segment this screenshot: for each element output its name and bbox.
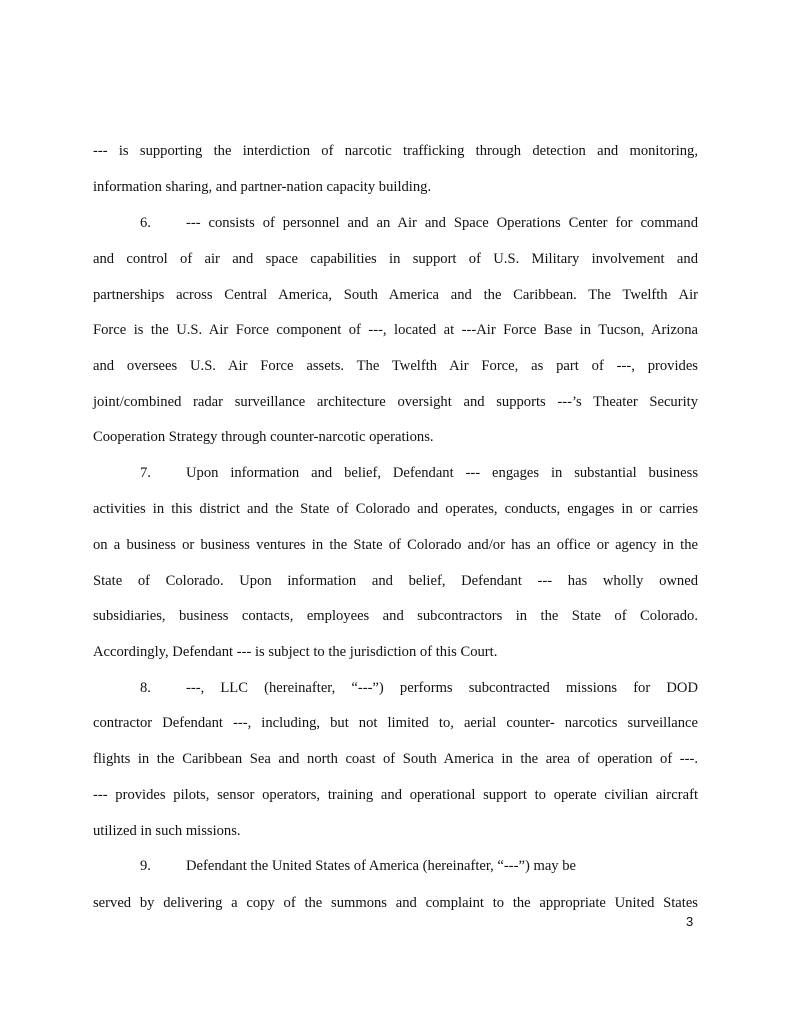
paragraph-7-line: activities in this district and the State of Colorado and operates, conducts, engages in or carries [93, 501, 698, 517]
paragraph-6-line: partnerships across Central America, South America and the Caribbean. The Twelfth Air [93, 287, 698, 303]
intro-line-2: information sharing, and partner-nation capacity building. [93, 179, 432, 195]
paragraph-7-line: subsidiaries, business contacts, employees and subcontractors in the State of Colorado. [93, 608, 698, 624]
paragraph-6-line: joint/combined radar surveillance architecture oversight and supports ---’s Theater Security [93, 394, 698, 410]
page-number: 3 [686, 914, 694, 929]
paragraph-9-first-line: Defendant the United States of America (hereinafter, “---”) may be [186, 858, 577, 874]
paragraph-7-line: State of Colorado. Upon information and belief, Defendant --- has wholly owned [93, 573, 698, 589]
paragraph-6-line: Cooperation Strategy through counter-narcotic operations. [93, 429, 434, 445]
paragraph-9-number: 9. [140, 858, 151, 874]
paragraph-7-first-line: Upon information and belief, Defendant --- engages in substantial business [186, 465, 698, 481]
paragraph-8-first-line: ---, LLC (hereinafter, “---”) performs subcontracted missions for DOD [186, 680, 698, 696]
paragraph-8-line: flights in the Caribbean Sea and north coast of South America in the area of operation of ---. [93, 751, 698, 767]
paragraph-6-line: and control of air and space capabilities in support of U.S. Military involvement and [93, 251, 698, 267]
paragraph-6-number: 6. [140, 215, 151, 231]
paragraph-7-line: on a business or business ventures in the State of Colorado and/or has an office or agency in the [93, 537, 698, 553]
paragraph-8-line: --- provides pilots, sensor operators, training and operational support to operate civilian aircraft [93, 787, 698, 803]
paragraph-6-line: Force is the U.S. Air Force component of ---, located at ---Air Force Base in Tucson, Arizona [93, 322, 698, 338]
paragraph-9-line: served by delivering a copy of the summons and complaint to the appropriate United States [93, 895, 698, 911]
paragraph-8-line: contractor Defendant ---, including, but not limited to, aerial counter- narcotics surveillance [93, 715, 698, 731]
paragraph-8-line: utilized in such missions. [93, 823, 241, 839]
intro-line-1: --- is supporting the interdiction of narcotic trafficking through detection and monitoring, [93, 143, 698, 159]
paragraph-6-first-line: --- consists of personnel and an Air and Space Operations Center for command [186, 215, 698, 231]
paragraph-7-number: 7. [140, 465, 151, 481]
paragraph-7-line: Accordingly, Defendant --- is subject to the jurisdiction of this Court. [93, 644, 498, 660]
paragraph-6-line: and oversees U.S. Air Force assets. The Twelfth Air Force, as part of ---, provides [93, 358, 698, 374]
paragraph-8-number: 8. [140, 680, 151, 696]
